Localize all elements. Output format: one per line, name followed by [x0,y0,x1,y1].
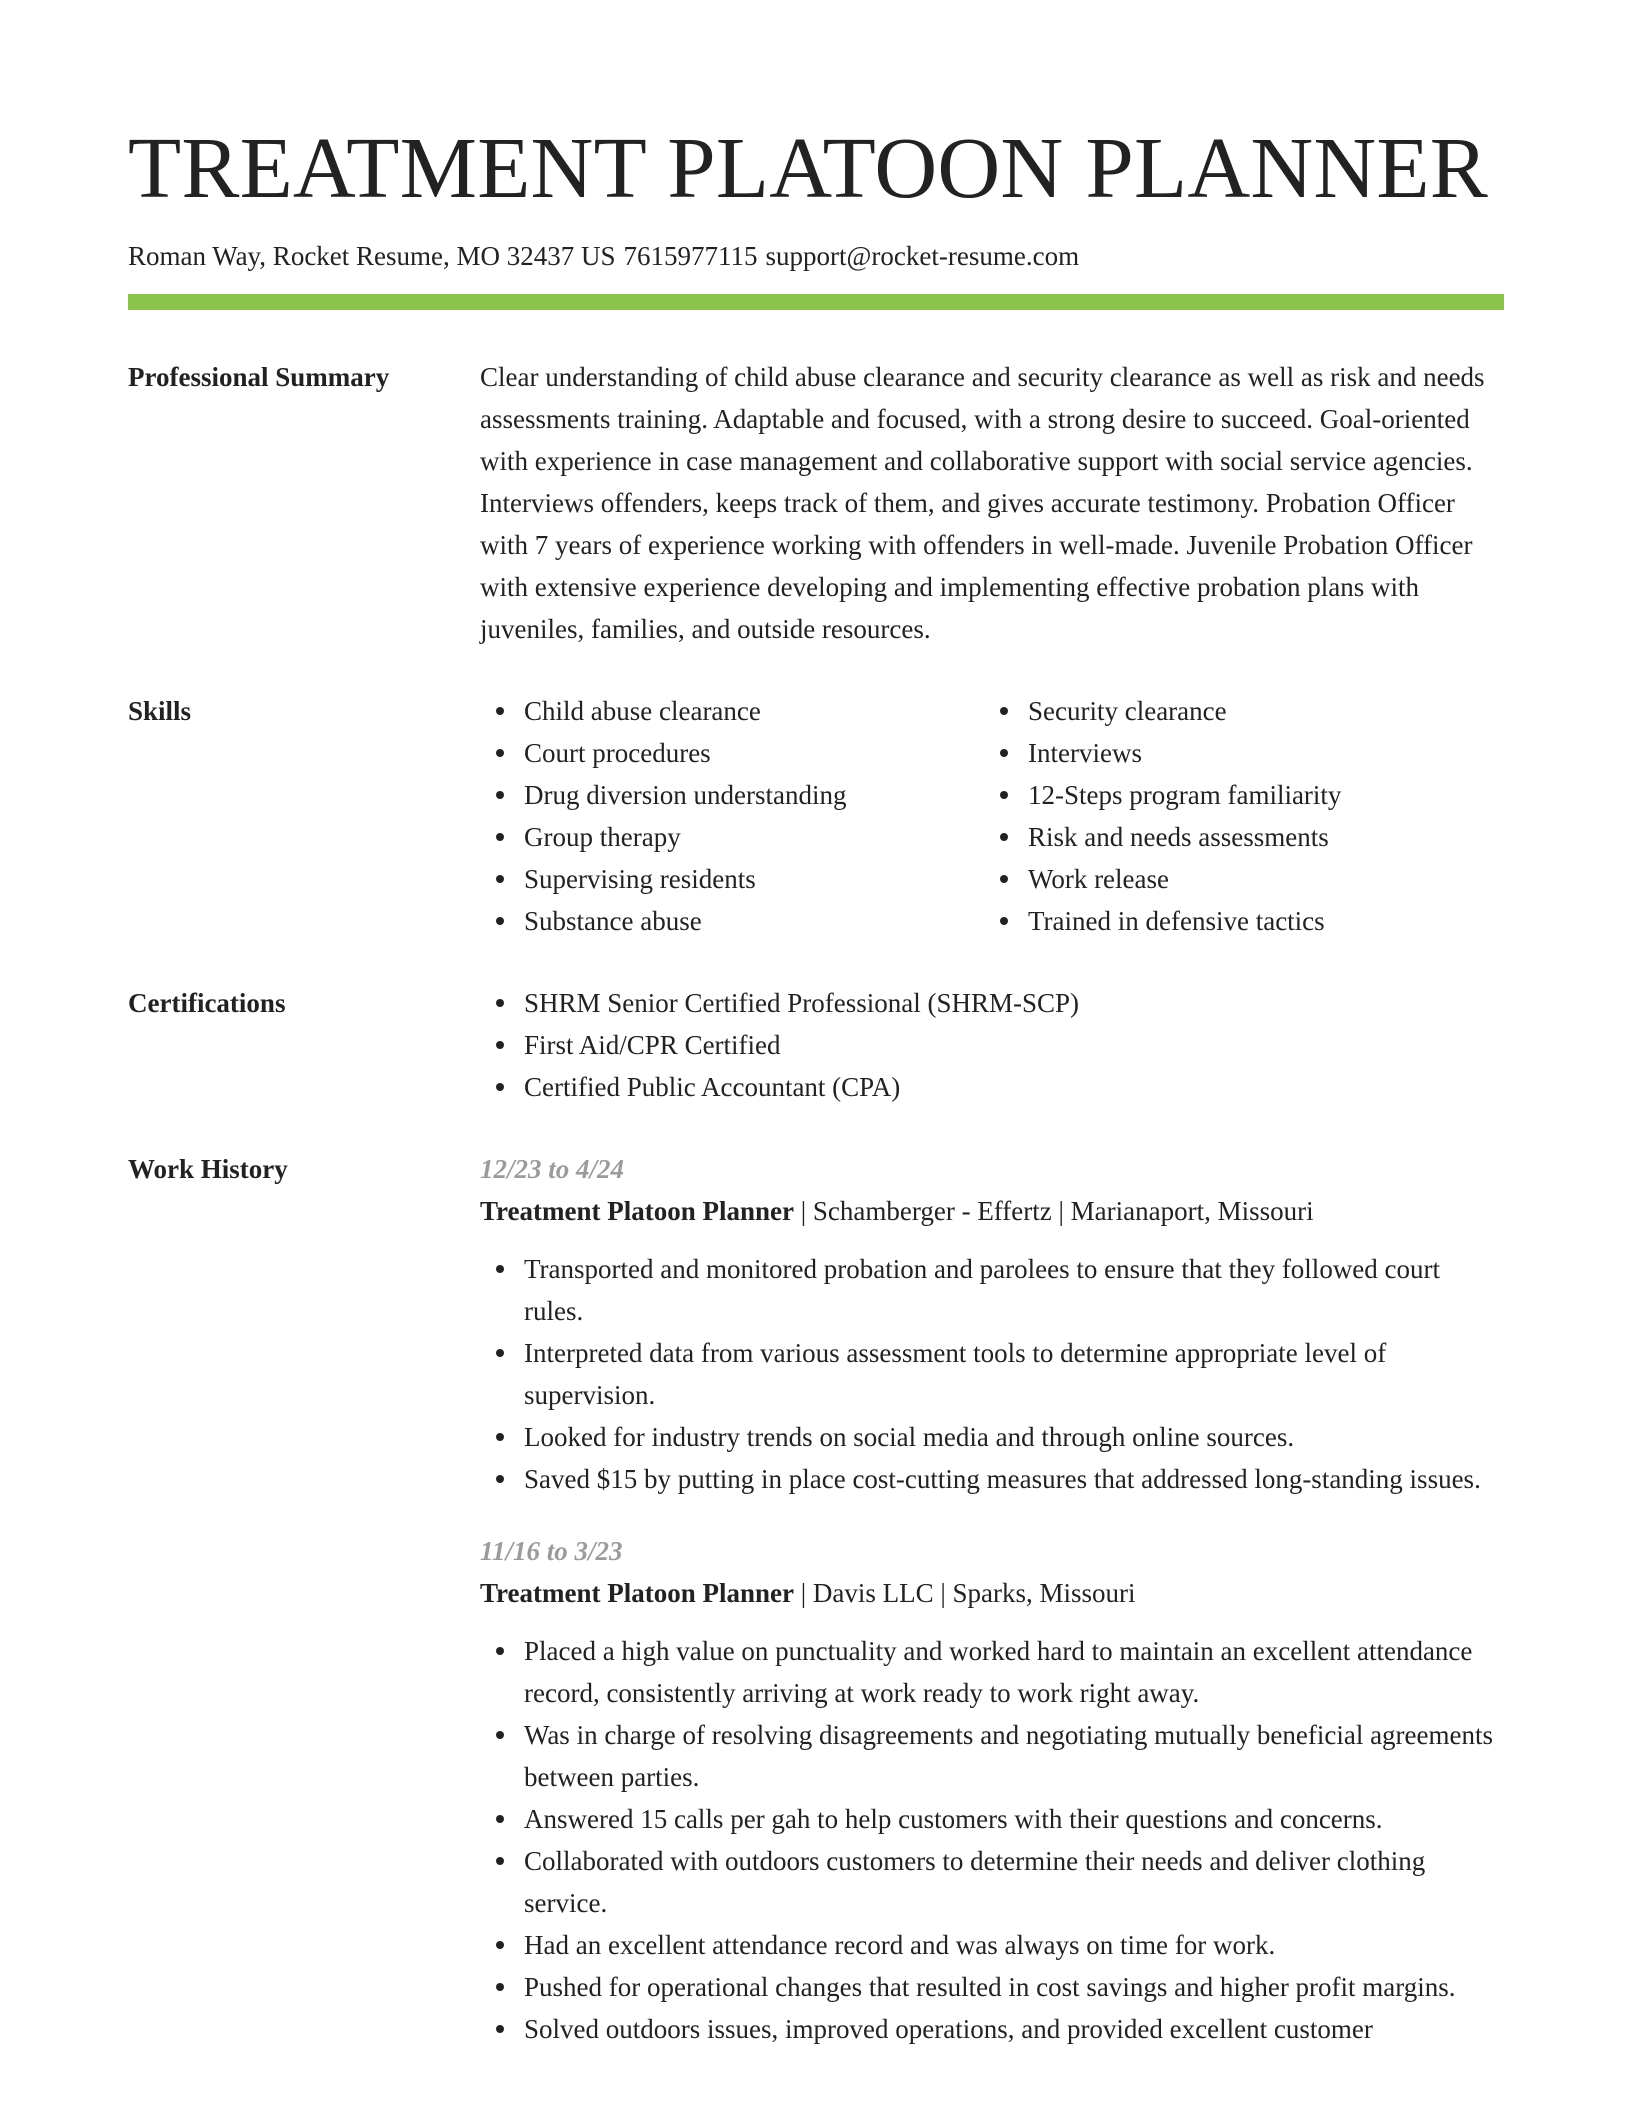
job-dates: 12/23 to 4/24 [480,1154,625,1184]
job-duty: Collaborated with outdoors customers to determine their needs and deliver clothing service. [480,1840,1504,1924]
work-history-section [128,1148,1504,2080]
contact-line [128,238,1504,274]
candidate-name: TREATMENT PLATOON PLANNER [128,119,1488,216]
job-heading [480,1572,1504,1614]
job-duty: Transported and monitored probation and parolees to ensure that they followed court rules. [480,1248,1504,1332]
summary-section [128,356,1504,650]
skill-item: Security clearance [984,690,1488,732]
skill-item: Child abuse clearance [480,690,984,732]
job-employer-location: | Schamberger - Effertz | Marianaport, Missouri [793,1196,1314,1226]
certification-item: Certified Public Accountant (CPA) [480,1066,1504,1108]
job-dates: 11/16 to 3/23 [480,1536,623,1566]
job-duty: Pushed for operational changes that resulted in cost savings and higher profit margins. [480,1966,1504,2008]
skill-item: Risk and needs assessments [984,816,1488,858]
resume-page [128,0,1504,2080]
job-duty: Interpreted data from various assessment tools to determine appropriate level of supervision. [480,1332,1504,1416]
summary-heading: Professional Summary [128,362,390,392]
work-history-heading: Work History [128,1154,288,1184]
skills-list-right [984,690,1488,942]
skills-list-left [480,690,984,942]
job-duty: Answered 15 calls per gah to help customers with their questions and concerns. [480,1798,1504,1840]
header-divider [128,294,1504,310]
certification-item: SHRM Senior Certified Professional (SHRM-SCP) [480,982,1504,1024]
contact-phone: 7615977115 [623,241,758,271]
job-employer-location: | Davis LLC | Sparks, Missouri [793,1578,1136,1608]
skill-item: Group therapy [480,816,984,858]
job-duty: Saved $15 by putting in place cost-cutting measures that addressed long-standing issues. [480,1458,1504,1500]
resume-header [128,0,1504,310]
skill-item: Supervising residents [480,858,984,900]
skill-item: Drug diversion understanding [480,774,984,816]
job-heading [480,1190,1504,1232]
job-duty: Looked for industry trends on social media and through online sources. [480,1416,1504,1458]
skills-heading: Skills [128,696,192,726]
job-duty: Was in charge of resolving disagreements and negotiating mutually beneficial agreements between parties. [480,1714,1504,1798]
job-duties-list [480,1248,1504,1500]
skills-section [128,690,1504,942]
certification-item: First Aid/CPR Certified [480,1024,1504,1066]
certifications-heading: Certifications [128,988,286,1018]
skill-item: Interviews [984,732,1488,774]
job-entry [480,1530,1504,2050]
job-title: Treatment Platoon Planner [480,1196,794,1226]
skill-item: Work release [984,858,1488,900]
skill-item: Court procedures [480,732,984,774]
certifications-section [128,982,1504,1108]
skill-item: Trained in defensive tactics [984,900,1488,942]
job-duties-list [480,1630,1504,2050]
contact-email[interactable]: support@rocket-resume.com [765,241,1080,271]
job-title: Treatment Platoon Planner [480,1578,794,1608]
skill-item: Substance abuse [480,900,984,942]
job-duty: Placed a high value on punctuality and worked hard to maintain an excellent attendance record, consistently arriving at work ready to work right away. [480,1630,1504,1714]
contact-address: Roman Way, Rocket Resume, MO 32437 US [128,241,616,271]
job-duty: Solved outdoors issues, improved operations, and provided excellent customer [480,2008,1504,2050]
certifications-list [480,982,1504,1108]
summary-text: Clear understanding of child abuse clearance and security clearance as well as risk and needs assessments training. Adaptable and focused, with a strong desire to succeed. Goal-oriented with experience in case management and collaborative support with social service agencies. Interviews offenders, keeps track of them, and gives accurate testimony. Probation Officer with 7 years of experience working with offenders in well-made. Juvenile Probation Officer with extensive experience developing and implementing effective probation plans with juveniles, families, and outside resources. [480,362,1485,644]
job-duty: Had an excellent attendance record and was always on time for work. [480,1924,1504,1966]
skills-grid [480,690,1504,942]
skill-item: 12-Steps program familiarity [984,774,1488,816]
job-entry [480,1148,1504,1500]
